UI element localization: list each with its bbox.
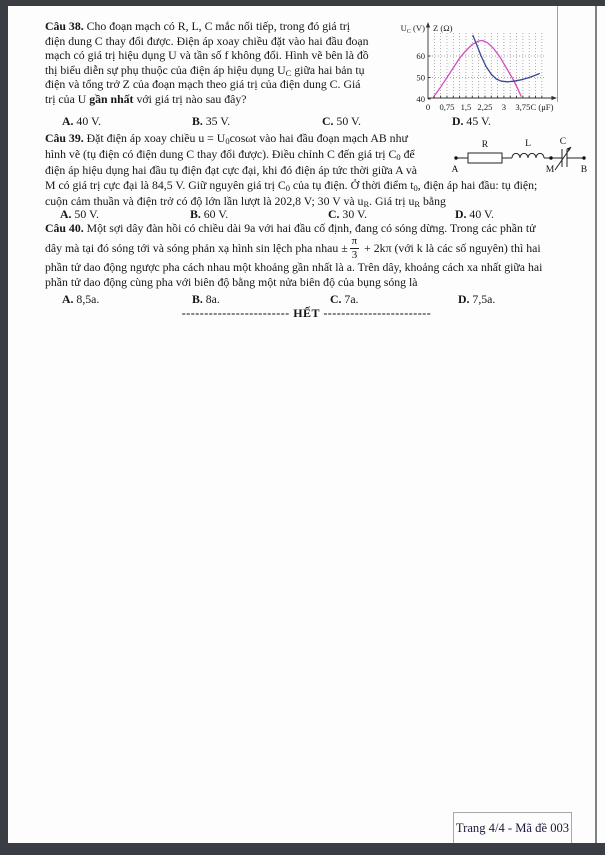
question-38-options bbox=[8, 114, 605, 129]
q39-option-b: B. 60 V. bbox=[190, 207, 229, 221]
rlc-circuit-figure bbox=[450, 134, 590, 189]
svg-text:50: 50 bbox=[416, 72, 425, 83]
q40-option-c: C. 7a. bbox=[330, 292, 359, 306]
q39-option-c: C. 30 V. bbox=[328, 207, 367, 221]
svg-text:0: 0 bbox=[425, 102, 431, 112]
inductor-coil bbox=[512, 153, 544, 158]
svg-text:60: 60 bbox=[416, 51, 425, 61]
uc-z-chart-figure bbox=[393, 19, 565, 119]
question-39-options bbox=[8, 207, 605, 222]
exam-page bbox=[8, 6, 605, 843]
svg-text:Z (Ω): Z (Ω) bbox=[433, 23, 453, 33]
question-40-line: dây mà tại đó sóng tới và sóng phản xạ hình sin lệch pha nhau ± $\frac{\pi}{3}$ + 2kπ (với k là các số nguyên) thì hai bbox=[45, 235, 541, 261]
question-40 bbox=[45, 221, 590, 290]
svg-text:1,5: 1,5 bbox=[460, 102, 472, 112]
question-40-options bbox=[8, 292, 605, 307]
question-40-line: phần tử dao động cùng pha với biên độ bằng một nửa biên độ của bụng sóng là bbox=[45, 275, 418, 289]
resistor-box bbox=[468, 153, 502, 163]
svg-text:0,75: 0,75 bbox=[439, 102, 455, 112]
page-footer-box bbox=[453, 812, 572, 843]
inductor-label: L bbox=[525, 138, 531, 149]
svg-text:UC (V): $U_C$ (V) bbox=[400, 23, 425, 35]
scan-edge-left bbox=[0, 0, 8, 855]
node-b-label: B bbox=[580, 164, 588, 175]
q38-option-d: D. 45 V. bbox=[452, 114, 491, 128]
question-40-line: phần tử dao động ngược pha cách nhau một khoảng gần nhất là a. Trên dây, khoảng cách xa nhất giữa hai bbox=[45, 260, 543, 274]
node-m-dot bbox=[549, 156, 552, 159]
svg-text:40: 40 bbox=[416, 94, 425, 104]
q38-option-c: C. 50 V. bbox=[322, 114, 361, 128]
q38-option-b: B. 35 V. bbox=[192, 114, 231, 128]
question-39-line: Câu 39. Đặt điện áp xoay chiều $u = U_0\cos\omega t$ vào hai đầu đoạn mạch AB như bbox=[45, 131, 408, 146]
node-a-dot bbox=[454, 156, 457, 159]
node-m-label: M bbox=[545, 164, 555, 175]
q38-option-a: A. 40 V. bbox=[62, 114, 101, 128]
end-of-exam-marker: ------------------------ HẾT ------------------------ bbox=[181, 306, 432, 320]
question-38-line: thị biểu diễn sự phụ thuộc của điện áp hiệu dụng $U_C$ giữa hai bản tụ bbox=[45, 62, 365, 78]
page-right-edge-line bbox=[595, 6, 597, 843]
question-40-line: Câu 40. Một sợi dây đàn hồi có chiều dài 9a với hai đầu cố định, đang có sóng dừng. Trong các phần tử bbox=[45, 221, 536, 235]
capacitor-label: C bbox=[559, 136, 567, 147]
q40-option-d: D. 7,5a. bbox=[458, 292, 496, 306]
svg-text:C (μF): C (μF) bbox=[530, 102, 554, 112]
page-footer-text: Trang 4/4 - Mã đề 003 bbox=[455, 820, 570, 835]
question-38-line: mạch có giá trị hiệu dụng U và tần số f không đổi. Hình vẽ bên là đồ bbox=[45, 48, 369, 62]
rlc-circuit-diagram bbox=[450, 134, 590, 184]
question-38-line: trị của U gần nhất với giá trị nào sau đây? bbox=[45, 91, 247, 106]
svg-text:3: 3 bbox=[501, 102, 507, 112]
svg-text:2,25: 2,25 bbox=[477, 102, 493, 112]
question-38-line: Câu 38. Cho đoạn mạch có R, L, C mắc nối tiếp, trong đó giá trị bbox=[45, 19, 351, 33]
question-38 bbox=[45, 19, 401, 106]
question-38-line: điện và tổng trở Z của đoạn mạch theo giá trị của điện dung C. Giá bbox=[45, 77, 361, 91]
scan-edge-bottom bbox=[0, 843, 605, 855]
question-39-line: hình vẽ (tụ điện có điện dung C thay đổi được). Điều chỉnh C đến giá trị $C_0$ để bbox=[45, 146, 415, 162]
q40-option-a: A. 8,5a. bbox=[62, 292, 100, 306]
q39-option-a: A. 50 V. bbox=[60, 207, 99, 221]
uc-z-chart bbox=[393, 19, 565, 119]
question-38-line: điện dung C thay đổi được. Điện áp xoay chiều đặt vào hai đầu đoạn bbox=[45, 33, 369, 48]
question-39-line: M có giá trị cực đại là 84,5 V. Giữ nguyên giá trị $C_0$ của tụ điện. Ở thời điểm $t_0$, điện áp hai đầu: tụ điện; bbox=[45, 178, 538, 194]
q39-option-d: D. 40 V. bbox=[455, 207, 494, 221]
question-39-line: cuộn cảm thuần và điện trở có độ lớn lần lượt là 202,8 V; 30 V và $u_R$. Giá trị $u_R$ bằng bbox=[45, 194, 446, 210]
q40-option-b: B. 8a. bbox=[192, 292, 220, 306]
node-a-label: A bbox=[451, 164, 459, 175]
question-39-line: điện áp hiệu dụng hai đầu tụ điện đạt cực đại, khi đó điện áp tức thời giữa A và bbox=[45, 162, 418, 177]
svg-text:3,75: 3,75 bbox=[515, 102, 531, 112]
node-b-dot bbox=[582, 156, 585, 159]
resistor-label: R bbox=[481, 139, 489, 150]
